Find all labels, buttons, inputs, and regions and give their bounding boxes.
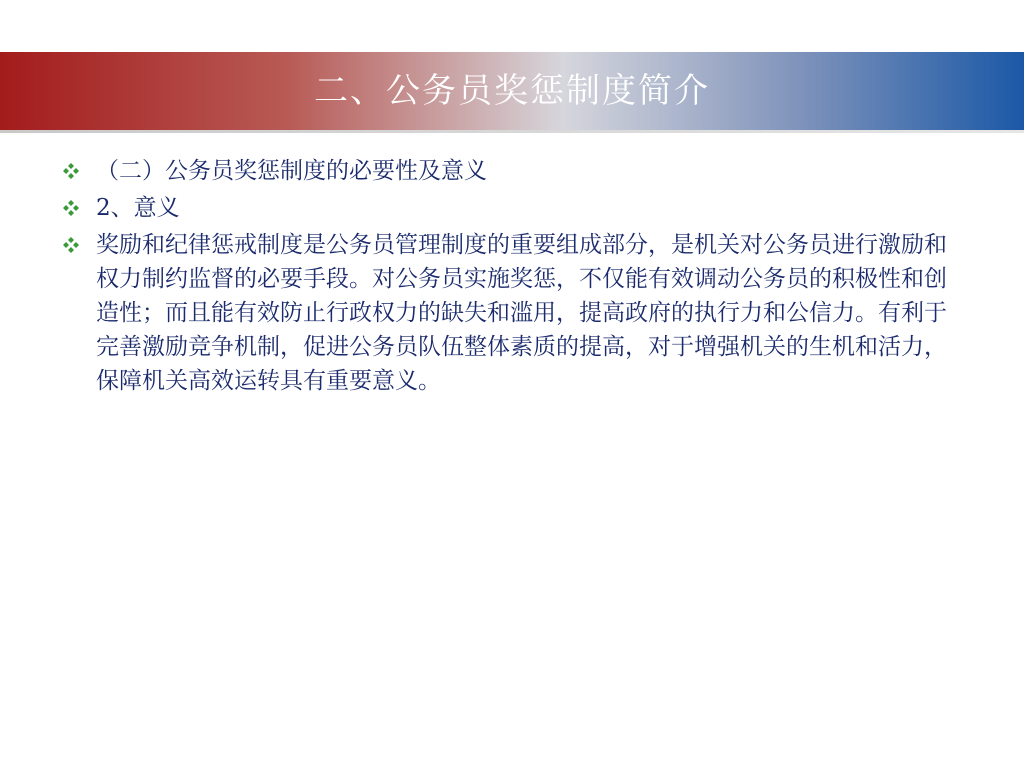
bullet-item-heading [62, 154, 968, 188]
slide-title: 二、公务员奖惩制度简介 [314, 71, 710, 111]
diamond-bullet-icon [62, 191, 96, 225]
bullet-text: 奖励和纪律惩戒制度是公务员管理制度的重要组成部分，是机关对公务员进行激励和权力制约监督的必要手段。对公务员实施奖惩，不仅能有效调动公务员的积极性和创造性；而且能有效防止行政权力的缺失和滥用，提高政府的执行力和公信力。有利于完善激励竞争机制，促进公务员队伍整体素质的提高，对于增强机关的生机和活力，保障机关高效运转具有重要意义。 [96, 232, 947, 394]
title-underline [0, 130, 1024, 133]
bullet-item-subheading [62, 191, 968, 225]
diamond-bullet-icon [62, 228, 96, 262]
bullet-item-paragraph [62, 228, 968, 398]
bullet-text: 2、意义 [96, 195, 180, 221]
bullet-list [62, 154, 968, 401]
bullet-text: （二）公务员奖惩制度的必要性及意义 [96, 158, 487, 184]
diamond-bullet-icon [62, 154, 96, 188]
